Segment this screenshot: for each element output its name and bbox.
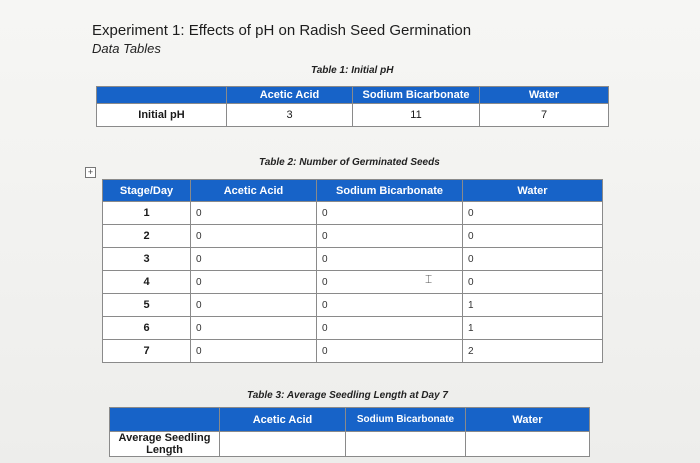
table2-cell-day: 6	[103, 317, 191, 340]
table2-cell-acetic[interactable]: 0	[191, 248, 317, 271]
table1-header-row	[97, 87, 609, 104]
table2-header-water: Water	[463, 180, 603, 202]
table-row	[97, 104, 609, 127]
table2-cell-day: 5	[103, 294, 191, 317]
table3-header-blank	[110, 408, 220, 432]
table-row	[103, 248, 603, 271]
table2-cell-water[interactable]: 1	[463, 317, 603, 340]
table3-seedling-length	[109, 407, 590, 457]
page-title: Experiment 1: Effects of pH on Radish Seed Germination	[92, 22, 472, 39]
table-row	[103, 340, 603, 363]
table2-header-stage: Stage/Day	[103, 180, 191, 202]
table2-header-acetic: Acetic Acid	[191, 180, 317, 202]
table2-header-sodium: Sodium Bicarbonate	[317, 180, 463, 202]
table2-cell-water[interactable]: 0	[463, 271, 603, 294]
table2-cell-acetic[interactable]: 0	[191, 340, 317, 363]
table3-header-row	[110, 408, 590, 432]
table1-cell-acetic[interactable]: 3	[227, 104, 353, 127]
table2-header-row	[103, 180, 603, 202]
plus-box-icon[interactable]: +	[85, 167, 96, 178]
table-row	[103, 271, 603, 294]
table1-header-sodium: Sodium Bicarbonate	[353, 87, 480, 104]
table2-caption: Table 2: Number of Germinated Seeds	[259, 157, 440, 168]
table3-row-label: Average Seedling Length	[110, 432, 220, 457]
table2-cell-day: 1	[103, 202, 191, 225]
table2-cell-water[interactable]: 0	[463, 248, 603, 271]
table1-row-label: Initial pH	[97, 104, 227, 127]
table2-cell-sodium[interactable]: 0	[317, 294, 463, 317]
table3-cell-water[interactable]	[466, 432, 590, 457]
table-row	[110, 432, 590, 457]
table2-cell-sodium[interactable]: 0	[317, 271, 463, 294]
table2-cell-acetic[interactable]: 0	[191, 202, 317, 225]
table1-header-blank	[97, 87, 227, 104]
table2-cell-sodium[interactable]: 0	[317, 202, 463, 225]
table1-header-acetic: Acetic Acid	[227, 87, 353, 104]
table2-cell-water[interactable]: 2	[463, 340, 603, 363]
table1-cell-water[interactable]: 7	[480, 104, 609, 127]
table2-cell-sodium[interactable]: 0	[317, 248, 463, 271]
table2-cell-day: 3	[103, 248, 191, 271]
table2-cell-acetic[interactable]: 0	[191, 225, 317, 248]
table2-germinated-seeds	[102, 179, 603, 363]
table2-cell-acetic[interactable]: 0	[191, 317, 317, 340]
table1-header-water: Water	[480, 87, 609, 104]
table2-cell-acetic[interactable]: 0	[191, 294, 317, 317]
table-row	[103, 225, 603, 248]
table2-cell-water[interactable]: 0	[463, 225, 603, 248]
table-row	[103, 317, 603, 340]
page-subtitle: Data Tables	[92, 41, 161, 56]
table2-cell-day: 4	[103, 271, 191, 294]
table3-header-sodium: Sodium Bicarbonate	[346, 408, 466, 432]
table-row	[103, 202, 603, 225]
table3-caption: Table 3: Average Seedling Length at Day 7	[247, 390, 448, 401]
table3-header-acetic: Acetic Acid	[220, 408, 346, 432]
table2-cell-day: 2	[103, 225, 191, 248]
table1-initial-ph	[96, 86, 609, 127]
table2-cell-water[interactable]: 1	[463, 294, 603, 317]
table2-cell-acetic[interactable]: 0	[191, 271, 317, 294]
table1-caption: Table 1: Initial pH	[311, 65, 394, 76]
table2-cell-sodium[interactable]: 0	[317, 317, 463, 340]
table-row	[103, 294, 603, 317]
text-cursor-icon: ⌶	[425, 272, 433, 286]
table1-cell-sodium[interactable]: 11	[353, 104, 480, 127]
table3-cell-sodium[interactable]	[346, 432, 466, 457]
table2-cell-sodium[interactable]: 0	[317, 340, 463, 363]
table3-header-water: Water	[466, 408, 590, 432]
table2-cell-sodium[interactable]: 0	[317, 225, 463, 248]
table2-cell-day: 7	[103, 340, 191, 363]
table2-cell-water[interactable]: 0	[463, 202, 603, 225]
table3-cell-acetic[interactable]	[220, 432, 346, 457]
